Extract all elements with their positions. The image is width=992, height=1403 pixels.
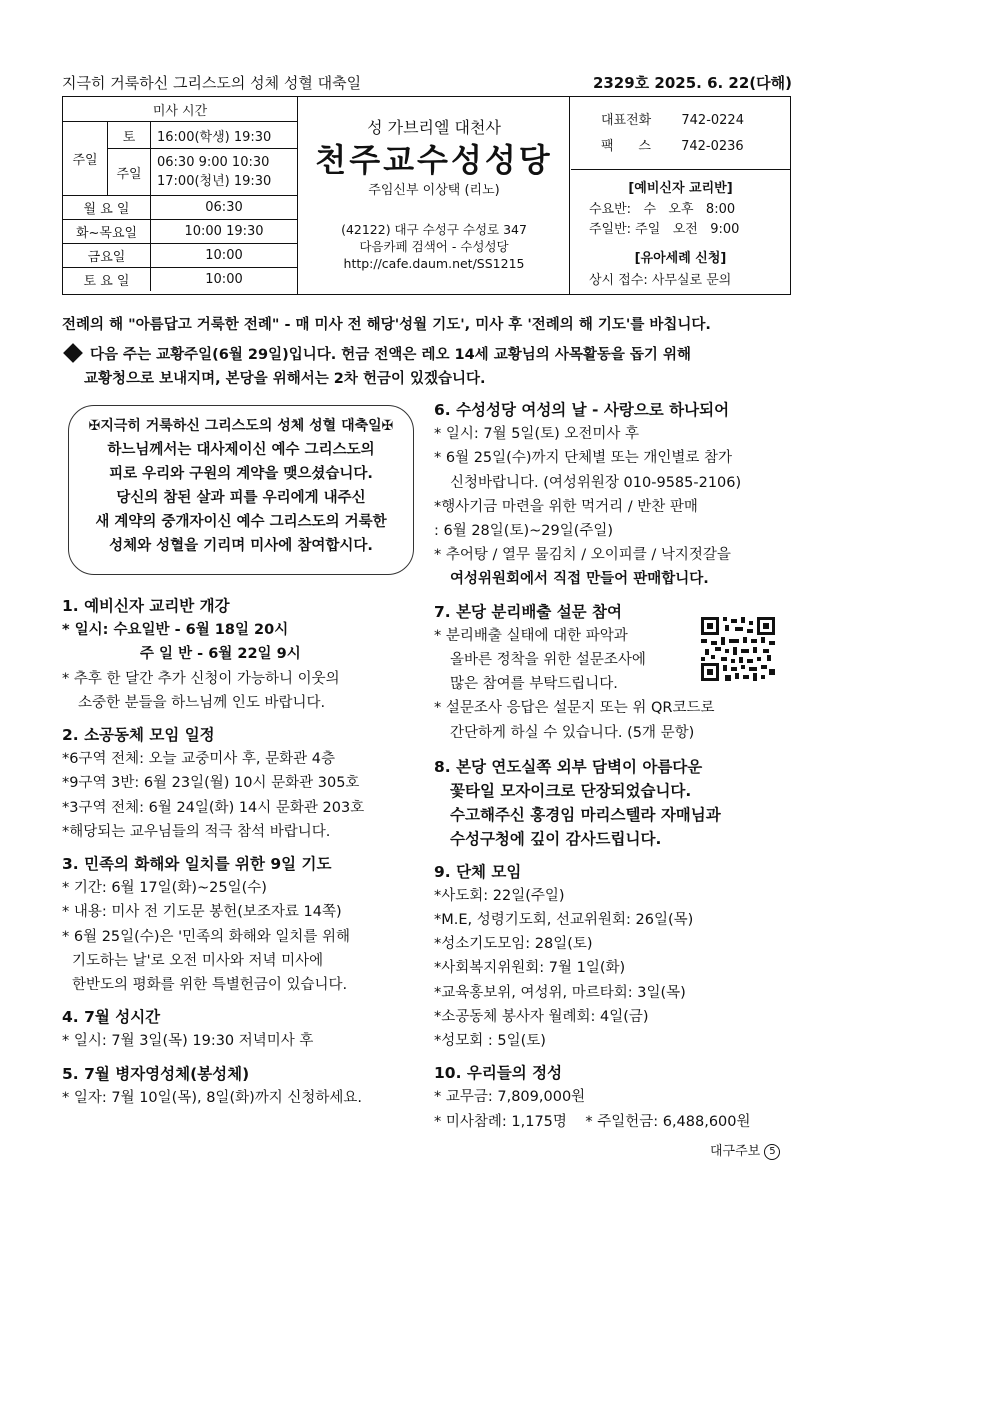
list-item: *M.E, 성령기도회, 선교위원회: 26일(목) (434, 912, 694, 929)
weekday-label: 금요일 (63, 244, 151, 268)
section-line: * 내용: 미사 전 기도문 봉헌(보조자료 14쪽) (62, 904, 342, 921)
saturday-times: 16:00(학생) 19:30 (151, 122, 298, 149)
church-address-block (299, 221, 569, 272)
feast-box-line: 성체와 성혈을 기리며 미사에 참여합시다. (109, 538, 373, 554)
sunday-label: 주일 (63, 122, 108, 196)
contact-info (571, 97, 790, 294)
contact-divider (571, 169, 790, 170)
section-line: 간단하게 하실 수 있습니다. (5개 문항) (450, 724, 695, 741)
section-line: * 6월 25일(수)까지 단체별 또는 개인별로 참가 (434, 450, 733, 467)
catechism-wed: 수요반: 수 오후 8:00 (589, 202, 736, 217)
phone-number: 742-0224 (681, 113, 744, 128)
section-title: 9. 단체 모임 (434, 862, 522, 881)
mass-schedule-table (63, 97, 297, 291)
section-line: * 추후 한 달간 추가 신청이 가능하니 이웃의 (62, 670, 340, 687)
section-line: * 일시: 수요일반 - 6월 18일 20시 (62, 622, 289, 639)
diamond-bullet-icon (63, 343, 83, 363)
catechism-title: [예비신자 교리반] (628, 181, 733, 196)
section-line: * 교무금: 7,809,000원 (434, 1089, 586, 1106)
list-item: *사도회: 22일(주일) (434, 887, 565, 904)
feast-box-title: ✠지극히 거룩하신 그리스도의 성체 성혈 대축일✠ (88, 418, 394, 434)
left-column (62, 594, 422, 1110)
survey-qr-code-icon[interactable] (701, 617, 775, 681)
list-item: *성소기도모임: 28일(토) (434, 936, 593, 953)
section-title: 1. 예비신자 교리반 개강 (62, 597, 230, 615)
section-line: 신청바랍니다. (여성위원장 010-9585-2106) (450, 474, 742, 491)
sunday-times-1: 06:30 9:00 10:30 (157, 155, 270, 170)
fax-row (601, 135, 744, 154)
section-line: *6구역 전체: 오늘 교중미사 후, 문화관 4층 (62, 751, 335, 768)
sunday-times-2: 17:00(청년) 19:30 (157, 174, 272, 189)
section-line: 많은 참여를 부탁드립니다. (450, 676, 618, 693)
list-item: *소공동체 봉사자 월례회: 4일(금) (434, 1008, 649, 1025)
mass-schedule (63, 97, 298, 294)
fax-label: 팩 스 (601, 139, 651, 154)
section-line: 꽃타일 모자이크로 단장되었습니다. (450, 782, 692, 801)
feast-box-line: 새 계약의 중개자이신 예수 그리스도의 거룩한 (95, 514, 387, 530)
baptism-text: 상시 접수: 사무실로 문의 (589, 273, 732, 288)
section-title: 5. 7월 병자영성체(봉성체) (62, 1064, 250, 1083)
section-title: 3. 민족의 화해와 일치를 위한 9일 기도 (62, 855, 332, 874)
section-line: *행사기금 마련을 위한 먹거리 / 반찬 판매 (434, 498, 698, 515)
church-subtitle: 성 가브리엘 대천사 (367, 118, 501, 137)
papal-sunday-notice (62, 343, 792, 391)
section-line: * 설문조사 응답은 설문지 또는 위 QR코드로 (434, 700, 715, 717)
section-title: 10. 우리들의 정성 (434, 1064, 563, 1083)
footer (710, 1140, 780, 1160)
section-title: 2. 소공동체 모임 일정 (62, 726, 215, 745)
fax-number: 742-0236 (681, 139, 744, 154)
section-line: *해당되는 교우님들의 적극 참석 바랍니다. (62, 823, 331, 840)
sunday-sub-label: 주일 (108, 149, 151, 196)
section-line: 한반도의 평화를 위한 특별헌금이 있습니다. (72, 977, 348, 994)
church-url[interactable]: http://cafe.daum.net/SS1215 (343, 256, 525, 271)
section-line: * 분리배출 실태에 대한 파악과 (434, 627, 628, 644)
section-line: * 기간: 6월 17일(화)~25일(수) (62, 880, 267, 897)
section-line: * 일시: 7월 5일(토) 오전미사 후 (434, 426, 640, 443)
list-item: *교육홍보위, 여성위, 마르타회: 3일(목) (434, 984, 686, 1001)
section-title: 7. 본당 분리배출 설문 참여 (434, 602, 622, 621)
footer-label: 대구주보 (710, 1144, 761, 1159)
section-line: 수성구청에 깊이 감사드립니다. (450, 830, 662, 849)
section-line: 수고해주신 홍경임 마리스텔라 자매님과 (450, 806, 721, 825)
section-line: 기도하는 날'로 오전 미사와 저녁 미사에 (72, 952, 324, 969)
list-item: *성모회 : 5일(토) (434, 1033, 546, 1050)
page-number: 5 (764, 1144, 780, 1160)
section-line: 올바른 정착을 위한 설문조사에 (450, 652, 646, 669)
feast-title: 지극히 거룩하신 그리스도의 성체 성혈 대축일 (62, 74, 362, 92)
section-line: * 일시: 7월 3일(목) 19:30 저녁미사 후 (62, 1033, 314, 1050)
section-line: *9구역 3반: 6월 23일(월) 10시 문화관 305호 (62, 775, 360, 792)
weekday-times: 10:00 (151, 244, 298, 268)
church-priest: 주임신부 이상택 (리노) (368, 183, 500, 198)
issue-number: 2329호 2025. 6. 22(다해) (592, 74, 792, 92)
weekday-label: 토 요 일 (63, 268, 151, 292)
church-info (299, 97, 570, 294)
feast-box-line: 피로 우리와 구원의 계약을 맺으셨습니다. (109, 466, 373, 482)
section-line: * 6월 25일(수)은 '민족의 화해와 일치를 위해 (62, 928, 350, 945)
right-column (434, 398, 794, 1134)
weekday-times: 10:00 19:30 (151, 220, 298, 244)
church-address: (42122) 대구 수성구 수성로 347 (341, 222, 527, 237)
weekday-times: 06:30 (151, 196, 298, 220)
weekday-times: 10:00 (151, 268, 298, 292)
liturgy-notice: 전례의 해 "아름답고 거룩한 전례" - 매 미사 전 해당'성월 기도', 미사 후 '전례의 해 기도'를 바칩니다. (62, 317, 711, 333)
section-line: * 일자: 7월 10일(목), 8일(화)까지 신청하세요. (62, 1089, 363, 1106)
church-name: 천주교수성성당 (315, 141, 553, 179)
section-line: * 추어탕 / 열무 물김치 / 오이피클 / 낙지젓갈을 (434, 547, 731, 564)
section-line: * 미사참례: 1,175명 * 주일헌금: 6,488,600원 (434, 1113, 751, 1130)
baptism-title: [유아세례 신청] (634, 251, 727, 266)
list-item: *사회복지위원회: 7월 1일(화) (434, 960, 626, 977)
weekday-label: 월 요 일 (63, 196, 151, 220)
section-line: 주 일 반 - 6월 22일 9시 (140, 646, 301, 663)
section-title: 6. 수성성당 여성의 날 - 사랑으로 하나되어 (434, 401, 730, 419)
phone-label: 대표전화 (601, 113, 652, 128)
feast-box (68, 405, 414, 575)
phone-row (601, 109, 744, 128)
sunday-times (151, 149, 298, 196)
section-line: 소중한 분들을 하느님께 인도 바랍니다. (78, 694, 326, 711)
section-line: 여성위원회에서 직접 만들어 판매합니다. (450, 571, 709, 588)
feast-box-line: 하느님께서는 대사제이신 예수 그리스도의 (107, 442, 375, 458)
saturday-label: 토 (108, 122, 151, 149)
feast-box-line: 당신의 참된 살과 피를 우리에게 내주신 (116, 490, 366, 506)
section-line: *3구역 전체: 6월 24일(화) 14시 문화관 203호 (62, 799, 365, 816)
weekday-label: 화~목요일 (63, 220, 151, 244)
papal-notice-line2: 교황청으로 보내지며, 본당을 위해서는 2차 헌금이 있겠습니다. (84, 371, 486, 387)
header-box (62, 96, 791, 295)
papal-notice-line1: 다음 주는 교황주일(6월 29일)입니다. 헌금 전액은 레오 14세 교황님의 사목활동을 돕기 위해 (90, 347, 691, 363)
section-title: 4. 7월 성시간 (62, 1008, 161, 1027)
church-cafe: 다음카페 검색어 - 수성성당 (359, 239, 509, 254)
section-line: : 6월 28일(토)~29일(주일) (434, 523, 614, 540)
top-header (62, 70, 792, 94)
mass-schedule-title: 미사 시간 (63, 97, 297, 122)
section-title: 8. 본당 연도실쪽 외부 담벽이 아름다운 (434, 757, 703, 776)
catechism-sun: 주일반: 주일 오전 9:00 (589, 222, 740, 237)
